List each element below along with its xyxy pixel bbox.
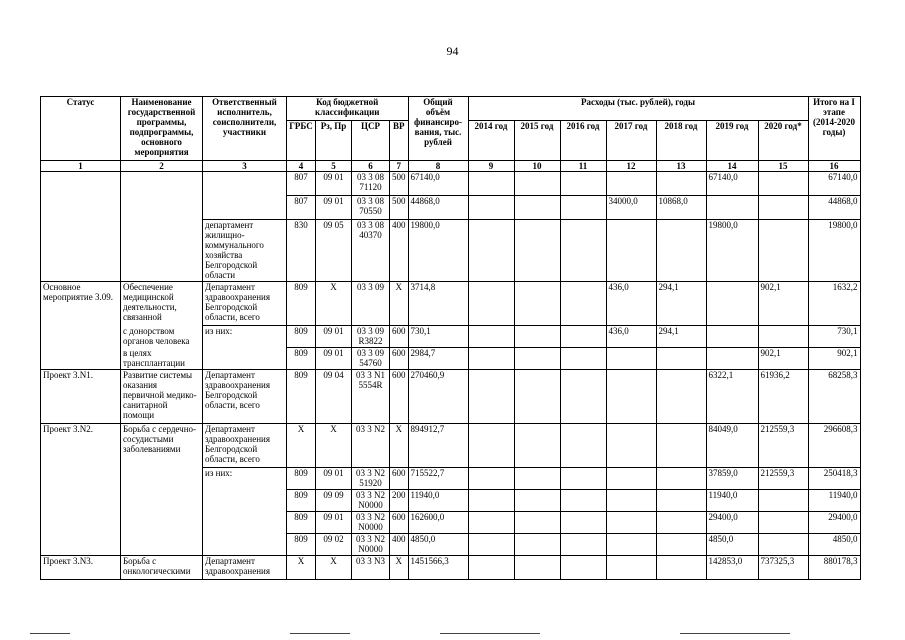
itogo-cell: 44868,0 <box>808 196 860 220</box>
total-cell: 4850,0 <box>408 534 468 556</box>
year-2020-cell <box>758 512 808 534</box>
year-2018-cell <box>656 490 706 512</box>
year-2016-cell <box>560 512 606 534</box>
responsible-cell: из них: <box>203 326 287 348</box>
year-2018-cell <box>656 468 706 490</box>
year-2015-cell <box>514 348 560 370</box>
year-2014-cell <box>468 512 514 534</box>
year-2016-cell <box>560 282 606 326</box>
year-2020-cell <box>758 326 808 348</box>
year-2015-cell <box>514 556 560 580</box>
grbs-cell: 809 <box>287 348 316 370</box>
table-row <box>41 282 861 326</box>
vr-cell: 600 <box>390 326 409 348</box>
year-2020-cell: 902,1 <box>758 282 808 326</box>
status-cell <box>41 490 121 512</box>
year-2017-cell: 34000,0 <box>606 196 656 220</box>
name-cell: Развитие системы оказания первичной медико-санитарной помощи <box>121 370 203 424</box>
itogo-cell: 11940,0 <box>808 490 860 512</box>
vr-cell: 400 <box>390 534 409 556</box>
year-2019-cell: 84049,0 <box>706 424 758 468</box>
grbs-cell: Х <box>287 424 316 468</box>
year-2014-cell <box>468 196 514 220</box>
year-2015-cell <box>514 370 560 424</box>
year-2015-cell <box>514 172 560 196</box>
header-year-2015: 2015 год <box>514 121 560 161</box>
year-2020-cell: 737325,3 <box>758 556 808 580</box>
table-row <box>41 370 861 424</box>
year-2018-cell: 10868,0 <box>656 196 706 220</box>
year-2016-cell <box>560 196 606 220</box>
year-2015-cell <box>514 196 560 220</box>
header-year-2017: 2017 год <box>606 121 656 161</box>
csr-cell: 03 3 09 54760 <box>352 348 390 370</box>
itogo-cell: 730,1 <box>808 326 860 348</box>
itogo-cell: 67140,0 <box>808 172 860 196</box>
year-2018-cell <box>656 424 706 468</box>
year-2017-cell <box>606 172 656 196</box>
year-2018-cell: 294,1 <box>656 282 706 326</box>
year-2020-cell <box>758 172 808 196</box>
year-2015-cell <box>514 282 560 326</box>
table-row <box>41 326 861 348</box>
year-2014-cell <box>468 348 514 370</box>
year-2017-cell <box>606 348 656 370</box>
rzpr-cell: 09 01 <box>316 326 352 348</box>
status-cell: Основное мероприятие 3.09. <box>41 282 121 326</box>
status-cell <box>41 220 121 282</box>
itogo-cell: 902,1 <box>808 348 860 370</box>
rzpr-cell: 09 01 <box>316 172 352 196</box>
name-cell: в целях трансплантации <box>121 348 203 370</box>
responsible-cell <box>203 512 287 534</box>
col-index: 8 <box>408 161 468 172</box>
csr-cell: 03 3 N1 5554R <box>352 370 390 424</box>
year-2015-cell <box>514 512 560 534</box>
year-2015-cell <box>514 468 560 490</box>
vr-cell: 400 <box>390 220 409 282</box>
rzpr-cell: 09 01 <box>316 196 352 220</box>
table-row <box>41 424 861 468</box>
table-row <box>41 172 861 196</box>
name-cell <box>121 196 203 220</box>
year-2017-cell <box>606 468 656 490</box>
year-2014-cell <box>468 556 514 580</box>
grbs-cell: 809 <box>287 534 316 556</box>
header-year-2014: 2014 год <box>468 121 514 161</box>
itogo-cell: 19800,0 <box>808 220 860 282</box>
vr-cell: 600 <box>390 512 409 534</box>
year-2018-cell <box>656 556 706 580</box>
year-2019-cell <box>706 196 758 220</box>
year-2020-cell <box>758 490 808 512</box>
year-2016-cell <box>560 556 606 580</box>
grbs-cell: Х <box>287 556 316 580</box>
csr-cell: 03 3 09 R3822 <box>352 326 390 348</box>
vr-cell: 600 <box>390 348 409 370</box>
name-cell <box>121 490 203 512</box>
year-2017-cell <box>606 556 656 580</box>
year-2019-cell <box>706 326 758 348</box>
name-cell <box>121 220 203 282</box>
year-2020-cell <box>758 196 808 220</box>
vr-cell: 600 <box>390 468 409 490</box>
name-cell: Борьба с сердечно-сосудистыми заболеваниями <box>121 424 203 468</box>
csr-cell: 03 3 08 70550 <box>352 196 390 220</box>
year-2014-cell <box>468 172 514 196</box>
responsible-cell <box>203 534 287 556</box>
year-2017-cell <box>606 490 656 512</box>
grbs-cell: 807 <box>287 172 316 196</box>
year-2016-cell <box>560 534 606 556</box>
rzpr-cell: 09 01 <box>316 468 352 490</box>
status-cell <box>41 512 121 534</box>
year-2019-cell <box>706 348 758 370</box>
table-row <box>41 512 861 534</box>
csr-cell: 03 3 N2 N0000 <box>352 534 390 556</box>
table-row <box>41 196 861 220</box>
footer-line <box>290 633 350 634</box>
responsible-cell <box>203 348 287 370</box>
year-2018-cell <box>656 512 706 534</box>
year-2015-cell <box>514 326 560 348</box>
year-2016-cell <box>560 370 606 424</box>
year-2018-cell: 294,1 <box>656 326 706 348</box>
table-row <box>41 490 861 512</box>
col-index: 12 <box>606 161 656 172</box>
name-cell <box>121 172 203 196</box>
year-2018-cell <box>656 348 706 370</box>
grbs-cell: 809 <box>287 282 316 326</box>
header-year-2016: 2016 год <box>560 121 606 161</box>
total-cell: 67140,0 <box>408 172 468 196</box>
grbs-cell: 807 <box>287 196 316 220</box>
year-2020-cell: 212559,3 <box>758 424 808 468</box>
year-2017-cell <box>606 220 656 282</box>
year-2020-cell <box>758 534 808 556</box>
itogo-cell: 29400,0 <box>808 512 860 534</box>
year-2015-cell <box>514 220 560 282</box>
csr-cell: 03 3 N2 N0000 <box>352 490 390 512</box>
col-index: 2 <box>121 161 203 172</box>
header-year-2018: 2018 год <box>656 121 706 161</box>
col-index: 16 <box>808 161 860 172</box>
col-index: 3 <box>203 161 287 172</box>
header-year-2020: 2020 год* <box>758 121 808 161</box>
year-2020-cell: 61936,2 <box>758 370 808 424</box>
footer-line <box>30 633 70 634</box>
year-2014-cell <box>468 534 514 556</box>
year-2019-cell <box>706 282 758 326</box>
col-index: 7 <box>390 161 409 172</box>
responsible-cell: Департамент здравоохранения Белгородской области, всего <box>203 370 287 424</box>
year-2015-cell <box>514 490 560 512</box>
csr-cell: 03 3 N2 N0000 <box>352 512 390 534</box>
grbs-cell: 809 <box>287 370 316 424</box>
table-row <box>41 468 861 490</box>
total-cell: 1451566,3 <box>408 556 468 580</box>
header-expenses: Расходы (тыс. рублей), годы <box>468 97 808 121</box>
year-2015-cell <box>514 424 560 468</box>
year-2016-cell <box>560 172 606 196</box>
status-cell: Проект 3.N2. <box>41 424 121 468</box>
responsible-cell: Департамент здравоохранения Белгородской области, всего <box>203 424 287 468</box>
year-2017-cell <box>606 534 656 556</box>
year-2014-cell <box>468 282 514 326</box>
col-index: 6 <box>352 161 390 172</box>
footer-line <box>440 633 540 634</box>
vr-cell: Х <box>390 424 409 468</box>
year-2014-cell <box>468 490 514 512</box>
budget-table <box>40 96 861 580</box>
itogo-cell: 68258,3 <box>808 370 860 424</box>
csr-cell: 03 3 08 40370 <box>352 220 390 282</box>
year-2019-cell: 19800,0 <box>706 220 758 282</box>
col-index: 10 <box>514 161 560 172</box>
responsible-cell <box>203 196 287 220</box>
total-cell: 2984,7 <box>408 348 468 370</box>
year-2019-cell: 6322,1 <box>706 370 758 424</box>
col-index: 4 <box>287 161 316 172</box>
vr-cell: Х <box>390 282 409 326</box>
year-2018-cell <box>656 220 706 282</box>
grbs-cell: 809 <box>287 326 316 348</box>
year-2019-cell: 37859,0 <box>706 468 758 490</box>
name-cell: Борьба с онкологическими <box>121 556 203 580</box>
total-cell: 3714,8 <box>408 282 468 326</box>
year-2014-cell <box>468 370 514 424</box>
name-cell <box>121 468 203 490</box>
responsible-cell: департамент жилищно-коммунального хозяйства Белгородской области <box>203 220 287 282</box>
header-name: Наименование государственной программы, подпрограммы, основного мероприятия <box>121 97 203 161</box>
name-cell: Обеспечение медицинской деятельности, связанной <box>121 282 203 326</box>
footer-line <box>680 633 790 634</box>
itogo-cell: 250418,3 <box>808 468 860 490</box>
csr-cell: 03 3 N3 <box>352 556 390 580</box>
year-2019-cell: 142853,0 <box>706 556 758 580</box>
header-responsible: Ответственный исполнитель, соисполнители, участники <box>203 97 287 161</box>
total-cell: 270460,9 <box>408 370 468 424</box>
rzpr-cell: Х <box>316 556 352 580</box>
rzpr-cell: Х <box>316 282 352 326</box>
responsible-cell: из них: <box>203 468 287 490</box>
table-row <box>41 556 861 580</box>
csr-cell: 03 3 N2 51920 <box>352 468 390 490</box>
itogo-cell: 4850,0 <box>808 534 860 556</box>
total-cell: 715522,7 <box>408 468 468 490</box>
status-cell <box>41 196 121 220</box>
name-cell <box>121 534 203 556</box>
header-grbs: ГРБС <box>287 121 316 161</box>
grbs-cell: 809 <box>287 490 316 512</box>
grbs-cell: 830 <box>287 220 316 282</box>
status-cell <box>41 348 121 370</box>
status-cell: Проект 3.N3. <box>41 556 121 580</box>
year-2014-cell <box>468 468 514 490</box>
year-2014-cell <box>468 220 514 282</box>
header-year-2019: 2019 год <box>706 121 758 161</box>
responsible-cell <box>203 172 287 196</box>
year-2017-cell <box>606 512 656 534</box>
year-2014-cell <box>468 326 514 348</box>
responsible-cell: Департамент здравоохранения <box>203 556 287 580</box>
year-2017-cell: 436,0 <box>606 326 656 348</box>
status-cell <box>41 468 121 490</box>
year-2018-cell <box>656 172 706 196</box>
rzpr-cell: 09 02 <box>316 534 352 556</box>
header-rzpr: Рз, Пр <box>316 121 352 161</box>
itogo-cell: 296608,3 <box>808 424 860 468</box>
col-index: 9 <box>468 161 514 172</box>
col-index: 1 <box>41 161 121 172</box>
year-2017-cell <box>606 370 656 424</box>
year-2015-cell <box>514 534 560 556</box>
total-cell: 11940,0 <box>408 490 468 512</box>
itogo-cell: 1632,2 <box>808 282 860 326</box>
total-cell: 44868,0 <box>408 196 468 220</box>
year-2019-cell: 4850,0 <box>706 534 758 556</box>
column-index-row <box>41 161 861 172</box>
responsible-cell <box>203 490 287 512</box>
year-2020-cell: 902,1 <box>758 348 808 370</box>
total-cell: 894912,7 <box>408 424 468 468</box>
year-2019-cell: 11940,0 <box>706 490 758 512</box>
year-2018-cell <box>656 370 706 424</box>
year-2017-cell <box>606 424 656 468</box>
header-csr: ЦСР <box>352 121 390 161</box>
rzpr-cell: 09 01 <box>316 512 352 534</box>
table-row <box>41 534 861 556</box>
status-cell <box>41 172 121 196</box>
year-2017-cell: 436,0 <box>606 282 656 326</box>
year-2018-cell <box>656 534 706 556</box>
year-2016-cell <box>560 348 606 370</box>
csr-cell: 03 3 09 <box>352 282 390 326</box>
vr-cell: Х <box>390 556 409 580</box>
col-index: 13 <box>656 161 706 172</box>
year-2016-cell <box>560 424 606 468</box>
header-vr: ВР <box>390 121 409 161</box>
total-cell: 19800,0 <box>408 220 468 282</box>
itogo-cell: 880178,3 <box>808 556 860 580</box>
total-cell: 162600,0 <box>408 512 468 534</box>
page-number: 94 <box>446 44 459 58</box>
table-row <box>41 220 861 282</box>
header-itogo: Итого на I этапе (2014-2020 годы) <box>808 97 860 161</box>
rzpr-cell: 09 04 <box>316 370 352 424</box>
status-cell <box>41 534 121 556</box>
vr-cell: 200 <box>390 490 409 512</box>
status-cell <box>41 326 121 348</box>
grbs-cell: 809 <box>287 468 316 490</box>
col-index: 5 <box>316 161 352 172</box>
year-2014-cell <box>468 424 514 468</box>
header-budget-code: Код бюджетной классификации <box>287 97 409 121</box>
header-status: Статус <box>41 97 121 161</box>
year-2016-cell <box>560 220 606 282</box>
total-cell: 730,1 <box>408 326 468 348</box>
rzpr-cell: 09 05 <box>316 220 352 282</box>
rzpr-cell: 09 01 <box>316 348 352 370</box>
vr-cell: 500 <box>390 172 409 196</box>
status-cell: Проект 3.N1. <box>41 370 121 424</box>
header-total-volume: Общий объём финансиро-вания, тыс. рублей <box>408 97 468 161</box>
year-2020-cell <box>758 220 808 282</box>
col-index: 11 <box>560 161 606 172</box>
name-cell: с донорством органов человека <box>121 326 203 348</box>
col-index: 14 <box>706 161 758 172</box>
table-row <box>41 348 861 370</box>
rzpr-cell: Х <box>316 424 352 468</box>
vr-cell: 500 <box>390 196 409 220</box>
year-2016-cell <box>560 468 606 490</box>
csr-cell: 03 3 08 71120 <box>352 172 390 196</box>
year-2019-cell: 29400,0 <box>706 512 758 534</box>
vr-cell: 600 <box>390 370 409 424</box>
grbs-cell: 809 <box>287 512 316 534</box>
year-2020-cell: 212559,3 <box>758 468 808 490</box>
csr-cell: 03 3 N2 <box>352 424 390 468</box>
responsible-cell: Департамент здравоохранения Белгородской области, всего <box>203 282 287 326</box>
year-2016-cell <box>560 326 606 348</box>
year-2016-cell <box>560 490 606 512</box>
col-index: 15 <box>758 161 808 172</box>
rzpr-cell: 09 09 <box>316 490 352 512</box>
year-2019-cell: 67140,0 <box>706 172 758 196</box>
name-cell <box>121 512 203 534</box>
